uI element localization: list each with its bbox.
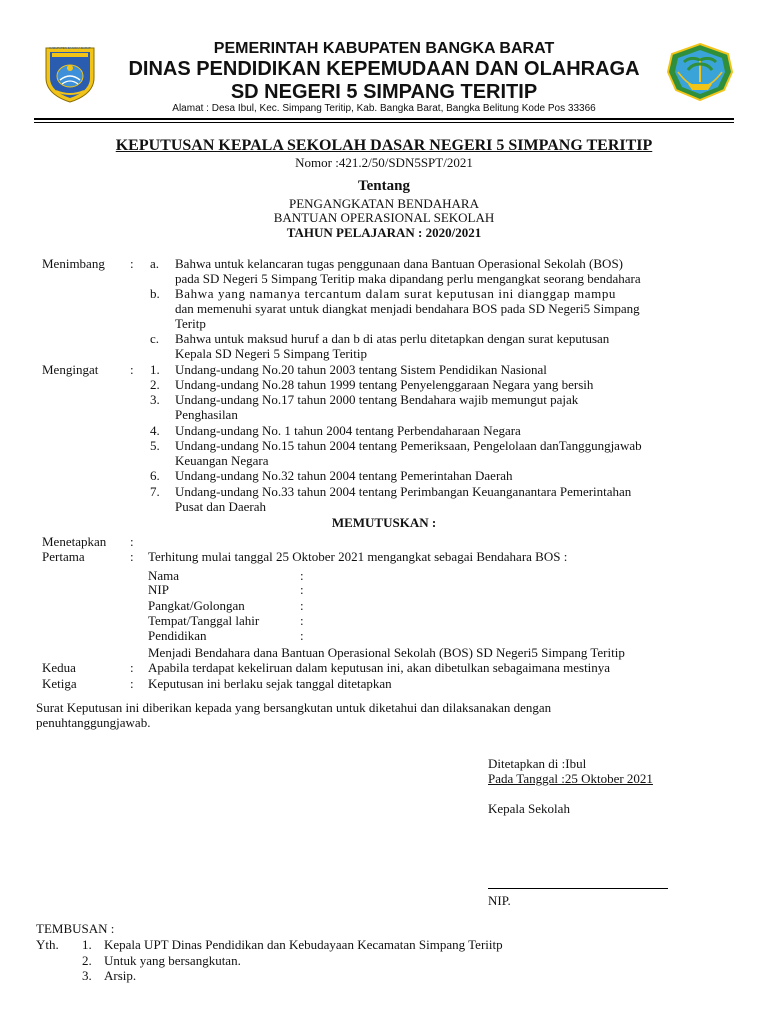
signature-line (488, 888, 668, 889)
field-label-pendidikan: Pendidikan (148, 628, 207, 643)
tembusan-yth: Yth. (36, 937, 59, 952)
header-divider-thin (34, 122, 734, 123)
list-marker: 6. (150, 468, 160, 483)
list-item: Undang-undang No. 1 tahun 2004 tentang Perbendaharaan Negara (175, 423, 521, 438)
list-marker: 5. (150, 438, 160, 453)
header-school: SD NEGERI 5 SIMPANG TERITIP (230, 81, 538, 103)
field-colon: : (300, 582, 304, 597)
signature-role: Kepala Sekolah (488, 801, 570, 816)
header-divider-thick (34, 118, 734, 120)
tembusan-item: Arsip. (104, 968, 137, 983)
ketiga-colon: : (130, 676, 134, 691)
list-item: Pusat dan Daerah (175, 499, 266, 514)
menetapkan-colon: : (130, 534, 134, 549)
list-item: Undang-undang No.17 tahun 2000 tentang Bendahara wajib memungut pajak (175, 392, 579, 407)
signature-nip: NIP. (488, 893, 511, 908)
tembusan-title: TEMBUSAN : (36, 921, 115, 936)
list-marker: c. (150, 331, 160, 346)
list-marker: 7. (150, 484, 160, 499)
signature-date: Pada Tanggal :25 Oktober 2021 (488, 771, 653, 786)
list-marker: 4. (150, 423, 160, 438)
closing-paragraph: Surat Keputusan ini diberikan kepada yang bersangkutan untuk diketahui dan dilaksanakan dengan (36, 700, 552, 715)
tembusan-item: Kepala UPT Dinas Pendidikan dan Kebudayaan Kecamatan Simpang Teriitp (104, 937, 503, 952)
list-item: Undang-undang No.32 tahun 2004 tentang Pemerintahan Daerah (175, 468, 513, 483)
field-label-pangkat: Pangkat/Golongan (148, 598, 245, 613)
list-item: Bahwa untuk kelancaran tugas penggunaan dana Bantuan Operasional Sekolah (BOS) (175, 256, 624, 271)
ketiga-label: Ketiga (42, 676, 77, 691)
list-marker: 3. (82, 968, 92, 983)
kedua-colon: : (130, 660, 134, 675)
list-marker: 2. (82, 953, 92, 968)
header-address: Alamat : Desa Ibul, Kec. Simpang Teritip, Kab. Bangka Barat, Bangka Belitung Kode Pos 33366 (172, 103, 596, 114)
menimbang-label: Menimbang (42, 256, 105, 271)
list-marker: 3. (150, 392, 160, 407)
left-logo-label: KABUPATEN BANGKA BARAT (49, 46, 91, 50)
list-item: Undang-undang No.33 tahun 2004 tentang Perimbangan Keuanganantara Pemerintahan (175, 484, 632, 499)
menimbang-colon: : (130, 256, 134, 271)
tentang-heading: Tentang (358, 178, 410, 194)
list-marker: b. (150, 286, 160, 301)
menetapkan-label: Menetapkan (42, 534, 107, 549)
field-colon: : (300, 628, 304, 643)
kedua-text: Apabila terdapat kekeliruan dalam keputusan ini, akan dibetulkan sebagaimana mestinya (148, 660, 611, 675)
field-label-nama: Nama (148, 568, 180, 583)
subject-line: BANTUAN OPERASIONAL SEKOLAH (273, 210, 495, 225)
list-item: pada SD Negeri 5 Simpang Teritip maka dipandang perlu mengangkat seorang bendahara (175, 271, 641, 286)
field-label-ttl: Tempat/Tanggal lahir (148, 613, 260, 628)
mengingat-colon: : (130, 362, 134, 377)
field-label-nip: NIP (148, 582, 169, 597)
pertama-text: Terhitung mulai tanggal 25 Oktober 2021 mengangkat sebagai Bendahara BOS : (148, 549, 568, 564)
tembusan-item: Untuk yang bersangkutan. (104, 953, 241, 968)
document-number: Nomor :421.2/50/SDN5SPT/2021 (295, 155, 473, 170)
header-department: DINAS PENDIDIKAN KEPEMUDAAN DAN OLAHRAGA (128, 58, 640, 80)
closing-paragraph: penuhtanggungjawab. (36, 715, 151, 730)
pertama-closing: Menjadi Bendahara dana Bantuan Operasional Sekolah (BOS) SD Negeri5 Simpang Teritip (148, 645, 625, 660)
list-marker: 2. (150, 377, 160, 392)
list-marker: 1. (150, 362, 160, 377)
field-colon: : (300, 568, 304, 583)
pertama-colon: : (130, 549, 134, 564)
memutuskan-heading: MEMUTUSKAN : (331, 515, 437, 530)
list-item: Keuangan Negara (175, 453, 269, 468)
kedua-label: Kedua (42, 660, 76, 675)
subject-line: PENGANGKATAN BENDAHARA (289, 196, 479, 211)
list-item: Penghasilan (175, 407, 238, 422)
mengingat-label: Mengingat (42, 362, 99, 377)
list-marker: a. (150, 256, 160, 271)
list-item: Undang-undang No.15 tahun 2004 tentang Pemeriksaan, Pengelolaan danTanggungjawab (175, 438, 642, 453)
list-item: Bahwa yang namanya tercantum dalam surat keputusan ini dianggap mampu (175, 286, 617, 301)
list-item: Bahwa untuk maksud huruf a dan b di atas perlu ditetapkan dengan surat keputusan (175, 331, 610, 346)
signature-place: Ditetapkan di :Ibul (488, 756, 587, 771)
pertama-label: Pertama (42, 549, 85, 564)
list-item: Kepala SD Negeri 5 Simpang Teritip (175, 346, 368, 361)
list-item: Undang-undang No.28 tahun 1999 tentang Penyelenggaraan Negara yang bersih (175, 377, 594, 392)
ketiga-text: Keputusan ini berlaku sejak tanggal ditetapkan (148, 676, 392, 691)
list-item: dan memenuhi syarat untuk diangkat menjadi bendahara BOS pada SD Negeri5 Simpang (175, 301, 640, 316)
subject-line: TAHUN PELAJARAN : 2020/2021 (286, 225, 482, 240)
list-item: Teritp (175, 316, 206, 331)
list-item: Undang-undang No.20 tahun 2003 tentang Sistem Pendidikan Nasional (175, 362, 547, 377)
document-title: KEPUTUSAN KEPALA SEKOLAH DASAR NEGERI 5 SIMPANG TERITIP (115, 137, 653, 154)
field-colon: : (300, 613, 304, 628)
field-colon: : (300, 598, 304, 613)
header-government: PEMERINTAH KABUPATEN BANGKA BARAT (213, 40, 555, 57)
list-marker: 1. (82, 937, 92, 952)
